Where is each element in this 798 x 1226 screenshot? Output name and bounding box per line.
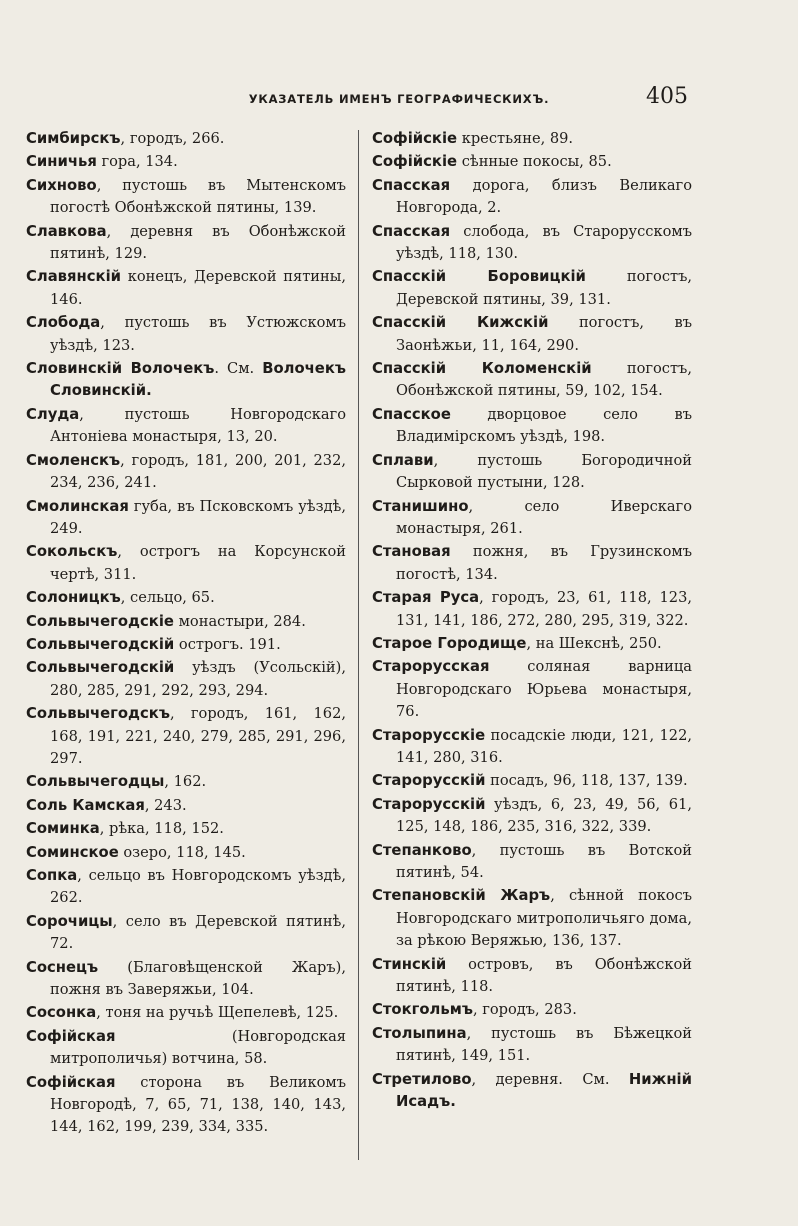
entry-term: Сольвычегодцы <box>26 773 165 791</box>
entry-term: Стинскій <box>372 955 447 973</box>
entry-text: (Благовѣщенской Жаръ), пожня въ Заверяжьи, 104. <box>50 958 346 999</box>
entry-text: озеро, 118, 145. <box>118 843 246 861</box>
entry-term: Слобода <box>26 314 101 332</box>
index-entry <box>26 266 346 311</box>
index-entry <box>26 957 346 1002</box>
entry-text: уѣздъ (Усольскій), 280, 285, 291, 292, 293, 294. <box>50 659 346 699</box>
entry-text: , городъ, 283. <box>472 1001 577 1019</box>
entry-text: пожня, въ Грузинскомъ погостѣ, 134. <box>396 543 692 583</box>
index-entry <box>26 587 346 609</box>
entry-term: Сольвычегодскіе <box>26 612 174 630</box>
index-entry <box>372 999 692 1021</box>
entry-text: , городъ, 181, 200, 201, 232, 234, 236, 241. <box>50 451 346 492</box>
index-entry <box>26 541 346 586</box>
entry-term: Сольвычегодскій <box>26 635 175 653</box>
index-entry <box>372 1023 692 1068</box>
entry-text: крестьяне, 89. <box>457 130 574 147</box>
entry-text: , пустошь въ Мытенскомъ погостѣ Обонѣжской пятины, 139. <box>50 176 346 217</box>
entry-text: , пустошь въ Устюжскомъ уѣздѣ, 123. <box>50 314 346 354</box>
entry-text: , пустошь въ Бѣжецкой пятинѣ, 149, 151. <box>396 1024 692 1065</box>
entry-term: Сорочицы <box>26 912 113 930</box>
entry-text: островъ, въ Обонѣжской пятинѣ, 118. <box>396 955 692 996</box>
entry-text: погостъ, Обонѣжской пятины, 59, 102, 154. <box>396 360 692 400</box>
entry-term: Софійскіе <box>372 130 458 147</box>
index-entry <box>372 175 692 220</box>
right-column <box>372 128 692 1114</box>
entry-text: гора, 134. <box>96 153 178 171</box>
index-entry <box>372 794 692 839</box>
index-entry <box>26 1026 346 1071</box>
entry-term: Степановскій Жаръ <box>372 887 551 905</box>
entry-term: Смоленскъ <box>26 451 121 469</box>
entry-text: слобода, въ Старорусскомъ уѣздѣ, 118, 130. <box>396 222 692 263</box>
entry-text: , пустошь Богородичной Сырковой пустыни, 128. <box>396 451 692 492</box>
index-entry <box>26 1002 346 1024</box>
entry-text: сѣнные покосы, 85. <box>457 153 612 171</box>
entry-text: . См. <box>214 360 263 378</box>
entry-term: Спасскій Боровицкій <box>372 268 586 286</box>
column-divider <box>358 130 359 1160</box>
index-entry <box>26 312 346 357</box>
entry-text: , село въ Деревской пятинѣ, 72. <box>50 912 346 953</box>
index-entry <box>372 541 692 586</box>
index-entry <box>372 404 692 449</box>
index-entry <box>372 1069 692 1114</box>
entry-term: Спасская <box>372 222 451 240</box>
entry-text: , 243. <box>144 796 187 814</box>
index-entry <box>372 840 692 885</box>
entry-text: , тоня на ручьѣ Щепелевѣ, 125. <box>96 1004 339 1022</box>
page-header <box>0 84 798 114</box>
entry-text: губа, въ Псковскомъ уѣздѣ, 249. <box>50 497 346 537</box>
index-entry <box>26 818 346 840</box>
entry-term: Сопка <box>26 867 78 884</box>
entry-term: Спасская <box>372 176 451 194</box>
entry-term: Столыпина <box>372 1024 467 1042</box>
entry-text: , 162. <box>164 773 207 791</box>
entry-text: , на Шекснѣ, 250. <box>526 634 662 652</box>
index-entry <box>26 634 346 656</box>
index-entry <box>26 657 346 702</box>
index-entry <box>372 770 692 792</box>
entry-text: сторона въ Великомъ Новгородѣ, 7, 65, 71, 138, 140, 143, 144, 162, 199, 239, 334, 335. <box>50 1073 346 1136</box>
entry-term: Старорусская <box>372 658 490 676</box>
entry-term: Степанково <box>372 841 472 859</box>
index-entry <box>372 656 692 723</box>
entry-term: Спасскій Кижскій <box>372 314 549 332</box>
index-entry <box>372 725 692 770</box>
entry-term: Смолинская <box>26 497 129 515</box>
index-entry <box>26 404 346 449</box>
index-entry <box>26 496 346 541</box>
entry-text: , острогъ на Корсунской чертѣ, 311. <box>50 543 346 583</box>
entry-term: Солоницкъ <box>26 589 121 607</box>
index-entry <box>372 312 692 357</box>
entry-term: Старорусскіе <box>372 726 486 744</box>
entry-term: Слуда <box>26 405 80 423</box>
entry-text: , деревня. См. <box>471 1070 629 1088</box>
index-entry <box>372 496 692 541</box>
entry-cross-reference: Нижній Исадъ. <box>396 1070 692 1111</box>
entry-text: , городъ, 266. <box>120 130 225 147</box>
entry-term: Спасскій Коломенскій <box>372 360 592 378</box>
entry-term: Соль Камская <box>26 796 145 814</box>
index-entry <box>372 954 692 999</box>
entry-text: , деревня въ Обонѣжской пятинѣ, 129. <box>50 222 346 263</box>
running-title: УКАЗАТЕЛЬ ИМЕНЪ ГЕОГРАФИЧЕСКИХЪ. <box>248 92 550 106</box>
index-entry <box>26 358 346 403</box>
entry-term: Словинскій Волочекъ <box>26 360 215 378</box>
entry-text: , сельцо, 65. <box>120 589 215 607</box>
entry-term: Славянскій <box>26 268 122 286</box>
entry-term: Сокольскъ <box>26 543 118 561</box>
entry-term: Сплави <box>372 451 434 469</box>
index-entry <box>26 911 346 956</box>
entry-text: дорога, близъ Великаго Новгорода, 2. <box>396 176 692 217</box>
index-entry <box>372 221 692 266</box>
index-entry <box>372 266 692 311</box>
index-entry <box>26 865 346 910</box>
index-entry <box>26 450 346 495</box>
entry-term: Старорусскій <box>372 795 486 813</box>
index-entry <box>372 358 692 403</box>
entry-cross-reference: Волочекъ Словинскій. <box>50 360 346 400</box>
entry-term: Соминка <box>26 820 100 838</box>
entry-text: , пустошь въ Вотской пятинѣ, 54. <box>396 841 692 881</box>
entry-text: погостъ, Деревской пятины, 39, 131. <box>396 268 692 308</box>
entry-term: Софійская <box>26 1027 116 1045</box>
entry-term: Синичья <box>26 153 97 171</box>
entry-term: Станишино <box>372 497 469 515</box>
entry-term: Сихново <box>26 176 97 194</box>
entry-text: соляная варница Новгородскаго Юрьева монастыря, 76. <box>396 658 692 721</box>
index-entry <box>26 703 346 770</box>
index-entry <box>372 587 692 632</box>
entry-term: Старое Городище <box>372 634 527 652</box>
entry-text: , село Иверскаго монастыря, 261. <box>396 497 692 537</box>
entry-term: Старая Руса <box>372 589 480 607</box>
page-number: 405 <box>646 84 688 109</box>
index-entry <box>372 450 692 495</box>
entry-text: уѣздъ, 6, 23, 49, 56, 61, 125, 148, 186, 235, 316, 322, 339. <box>396 795 692 836</box>
entry-term: Симбирскъ <box>26 130 121 147</box>
entry-text: , сѣнной покосъ Новгородскаго митрополичьяго дома, за рѣкою Веряжью, 136, 137. <box>396 887 692 950</box>
index-entry <box>372 128 692 150</box>
entry-text: монастыри, 284. <box>173 612 306 630</box>
entry-term: Сольвычегодскъ <box>26 705 170 723</box>
entry-term: Сольвычегодскій <box>26 659 175 677</box>
entry-text: острогъ. 191. <box>174 635 281 653</box>
entry-text: (Новгородская митрополичья) вотчина, 58. <box>50 1027 346 1068</box>
entry-text: посадъ, 96, 118, 137, 139. <box>485 772 688 790</box>
entry-term: Сосонка <box>26 1004 97 1022</box>
entry-term: Стретилово <box>372 1070 472 1088</box>
index-entry <box>26 842 346 864</box>
entry-term: Соснецъ <box>26 958 99 976</box>
index-entry <box>26 771 346 793</box>
entry-text: , пустошь Новгородскаго Антоніева монастыря, 13, 20. <box>50 405 346 446</box>
entry-term: Софійская <box>26 1073 116 1091</box>
entry-text: , городъ, 23, 61, 118, 123, 131, 141, 186, 272, 280, 295, 319, 322. <box>396 589 692 629</box>
index-entry <box>26 1072 346 1139</box>
entry-text: , городъ, 161, 162, 168, 191, 221, 240, 279, 285, 291, 296, 297. <box>50 705 346 767</box>
entry-term: Становая <box>372 543 451 561</box>
entry-term: Стокгольмъ <box>372 1001 473 1019</box>
left-column <box>26 128 346 1140</box>
entry-term: Спасское <box>372 405 451 423</box>
index-entry <box>372 633 692 655</box>
entry-term: Славкова <box>26 222 107 240</box>
index-entry <box>26 221 346 266</box>
entry-text: дворцовое село въ Владимірскомъ уѣздѣ, 198. <box>396 405 692 446</box>
entry-text: посадскіе люди, 121, 122, 141, 280, 316. <box>396 726 692 766</box>
index-entry <box>26 128 346 150</box>
entry-text: конецъ, Деревской пятины, 146. <box>50 268 346 308</box>
entry-text: , рѣка, 118, 152. <box>99 820 224 838</box>
index-entry <box>372 885 692 952</box>
entry-term: Старорусскій <box>372 772 486 790</box>
entry-text: , сельцо въ Новгородскомъ уѣздѣ, 262. <box>50 867 346 907</box>
index-entry <box>26 795 346 817</box>
entry-text: погостъ, въ Заонѣжьи, 11, 164, 290. <box>396 314 692 354</box>
entry-term: Соминское <box>26 843 119 861</box>
entry-term: Софійскіе <box>372 153 458 171</box>
index-entry <box>26 611 346 633</box>
index-entry <box>26 151 346 173</box>
index-entry <box>26 175 346 220</box>
index-entry <box>372 151 692 173</box>
